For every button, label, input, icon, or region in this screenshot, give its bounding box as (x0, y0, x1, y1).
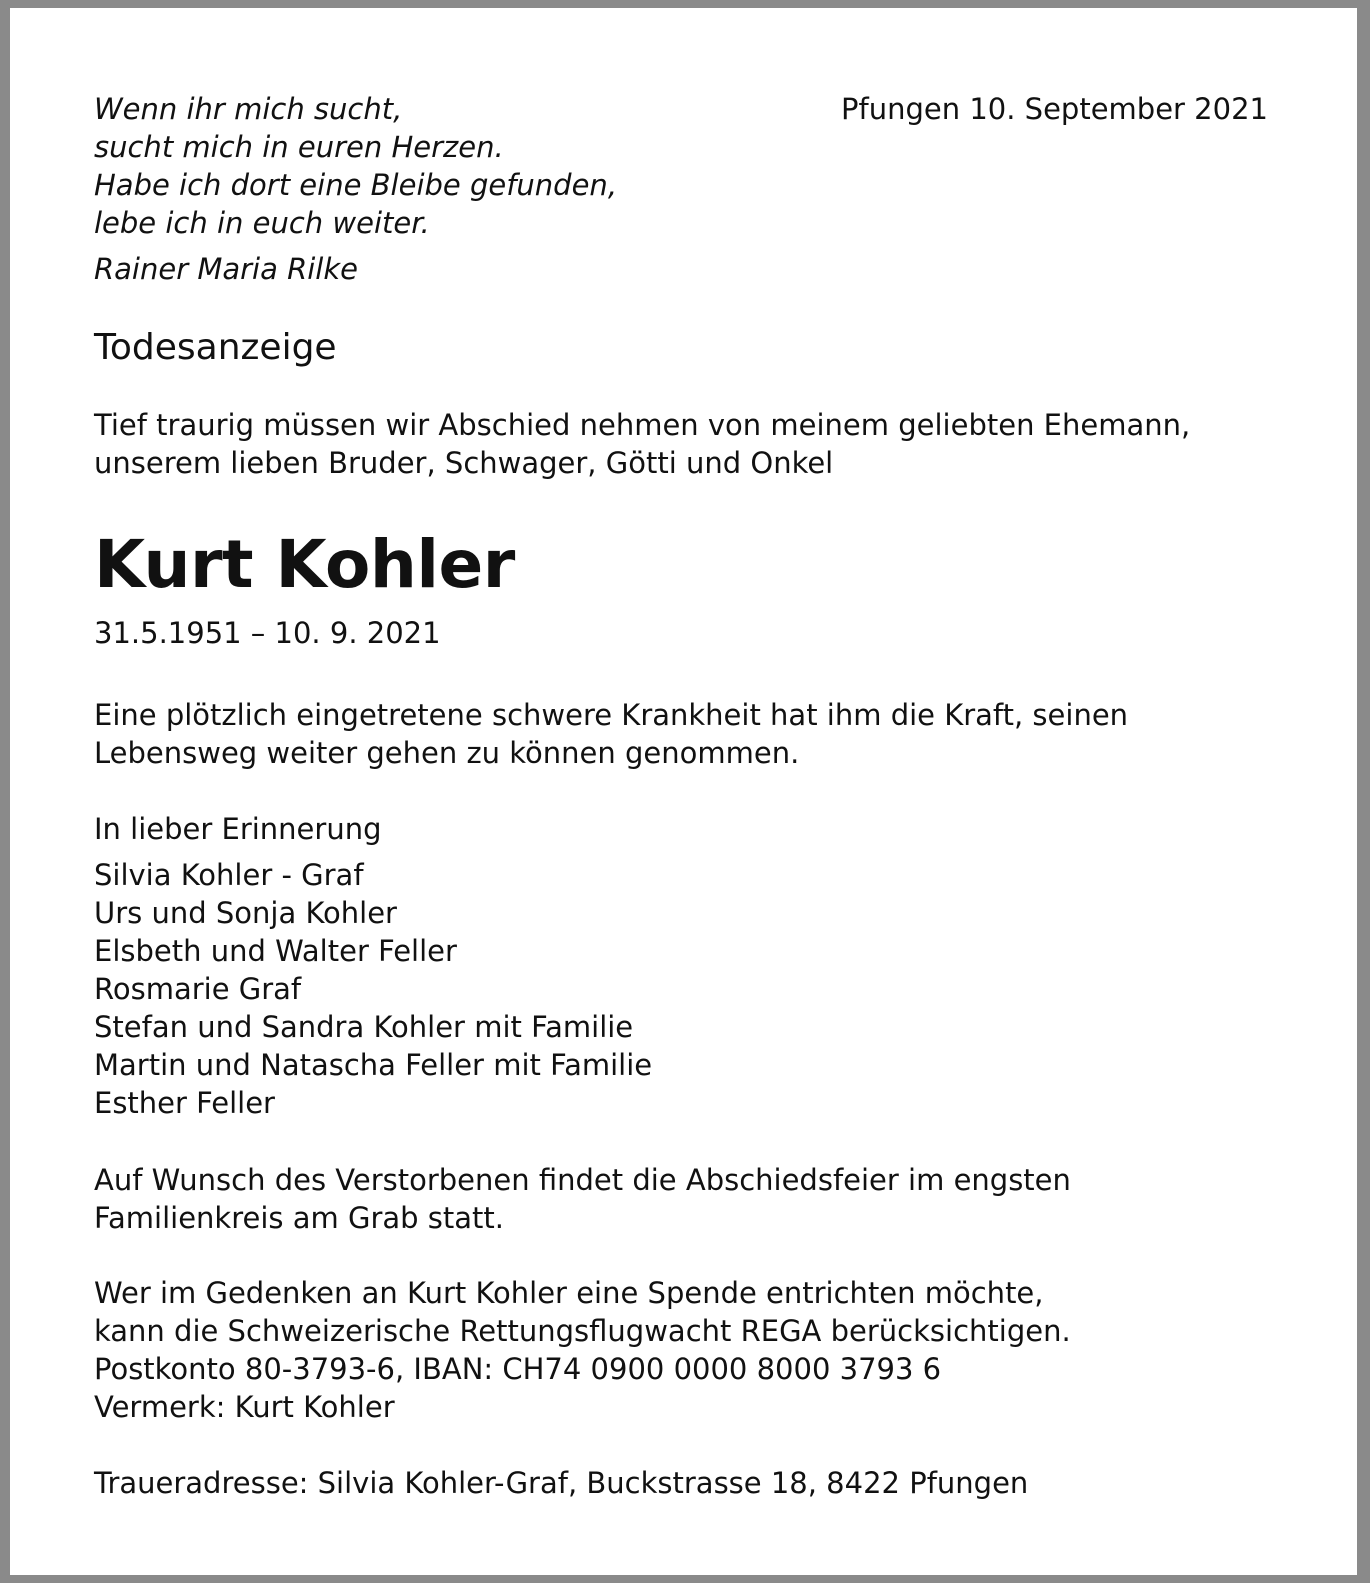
poem-line: Habe ich dort eine Bleibe gefunden, (94, 168, 618, 202)
deceased-name: Kurt Kohler (94, 526, 515, 603)
address-line: Traueradresse: Silvia Kohler-Graf, Buckstrasse 18, 8422 Pfungen (94, 1466, 1029, 1500)
mourner-name: Esther Feller (94, 1086, 275, 1120)
intro-line: Tief traurig müssen wir Abschied nehmen von meinem geliebten Ehemann, (94, 408, 1191, 442)
mourner-name: Stefan und Sandra Kohler mit Familie (94, 1010, 634, 1044)
illness-line: Lebensweg weiter gehen zu können genommen. (94, 736, 800, 770)
mourner-name: Rosmarie Graf (94, 972, 302, 1006)
life-dates: 31.5.1951 – 10. 9. 2021 (94, 616, 441, 650)
donation-line: Wer im Gedenken an Kurt Kohler eine Spende entrichten möchte, (94, 1276, 1044, 1310)
obituary-page (10, 8, 1357, 1575)
poem-line: Wenn ihr mich sucht, (94, 92, 403, 126)
illness-line: Eine plötzlich eingetretene schwere Krankheit hat ihm die Kraft, seinen (94, 698, 1129, 732)
donation-line: kann die Schweizerische Rettungsflugwacht REGA berücksichtigen. (94, 1314, 1071, 1348)
mourners-intro (94, 810, 382, 848)
page-title: Todesanzeige (94, 327, 337, 368)
donation-line: Postkonto 80-3793-6, IBAN: CH74 0900 0000 8000 3793 6 (94, 1352, 942, 1386)
intro-text (94, 406, 1190, 482)
ceremony-line: Auf Wunsch des Verstorbenen findet die Abschiedsfeier im engsten (94, 1163, 1071, 1197)
poem-author: Rainer Maria Rilke (94, 252, 359, 286)
poem (94, 90, 617, 288)
mourners-intro-text: In lieber Erinnerung (94, 812, 382, 846)
ceremony-text (94, 1161, 1071, 1237)
mourner-name: Elsbeth und Walter Feller (94, 934, 457, 968)
poem-line: sucht mich in euren Herzen. (94, 130, 504, 164)
illness-text (94, 696, 1128, 772)
mourner-name: Silvia Kohler - Graf (94, 858, 364, 892)
ceremony-line: Familienkreis am Grab statt. (94, 1201, 504, 1235)
mourner-name: Martin und Natascha Feller mit Familie (94, 1048, 653, 1082)
mourner-name: Urs und Sonja Kohler (94, 896, 397, 930)
mourning-address (94, 1464, 1028, 1502)
mourners-list (94, 856, 652, 1122)
intro-line: unserem lieben Bruder, Schwager, Götti und Onkel (94, 446, 834, 480)
donation-line: Vermerk: Kurt Kohler (94, 1390, 395, 1424)
poem-line: lebe ich in euch weiter. (94, 206, 430, 240)
donation-text (94, 1274, 1071, 1426)
place-date: Pfungen 10. September 2021 (841, 92, 1268, 126)
